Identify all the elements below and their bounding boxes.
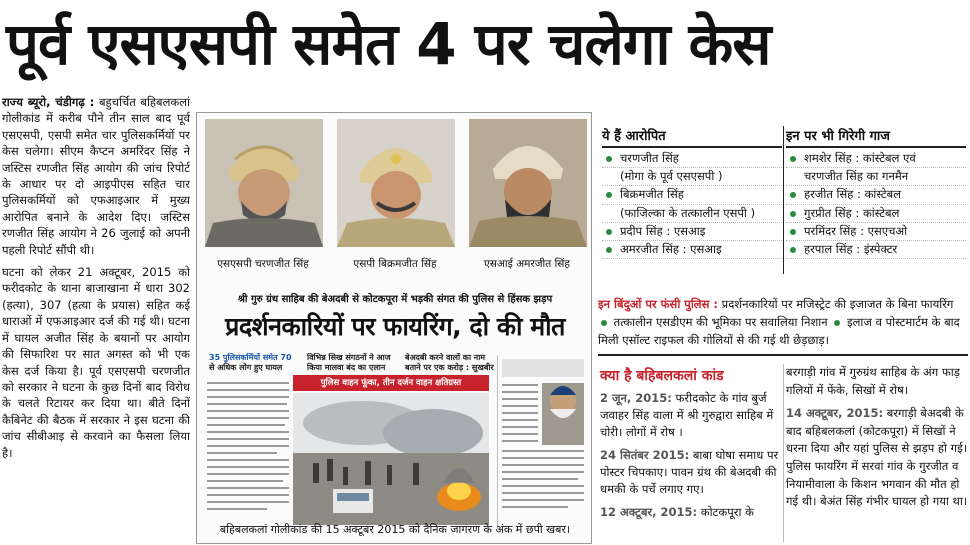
accused-list [602, 150, 782, 259]
officer-photos [197, 113, 592, 279]
accused-box [602, 126, 782, 259]
timeline-entry [600, 390, 782, 441]
clipping-title: प्रदर्शनकारियों पर फायरिंग, दो की मौत [225, 312, 565, 341]
officer-photo-1 [205, 119, 323, 247]
main-headline: पूर्व एसएसपी समेत 4 पर चलेगा केस [6, 10, 771, 78]
timeline-divider [783, 364, 784, 542]
story-paragraph-1 [2, 94, 190, 258]
clipping-small-print [207, 379, 289, 519]
timeline-entry [600, 447, 782, 498]
timeline-text: फरीदकोट के गांव बुर्ज जवाहर सिंह वाला में श्री गुरुद्वारा साहिब में चोरी। लोगों में रोष । [600, 391, 774, 439]
bullet-icon [834, 320, 840, 326]
timeline-date: 24 सितंबर 2015: [600, 448, 690, 462]
timeline-entry: बरगाड़ी गांव में गुरुग्रंथ साहिब के अंग फाड़ गलियों में फेंके, सिखों में रोष। [786, 365, 960, 397]
subhead-1-highlight: 35 पुलिसकर्मियों समेत 70 [209, 353, 292, 362]
timeline-text: बाबा घोषा समाध पर पोस्टर चिपकाए। पावन ग्रंथ की बेअदबी की धमकी के पर्चे लगाए गए। [600, 448, 779, 496]
clipping-side-box [497, 355, 587, 529]
timeline-date: 12 अक्टूबर, 2015: [600, 505, 698, 519]
also-charged-item: हरपाल सिंह : इंस्पेक्टर [786, 241, 966, 259]
subhead-3 [405, 353, 499, 375]
brief-label: इन बिंदुओं पर फंसी पुलिस : [598, 297, 718, 311]
also-charged-box [786, 126, 966, 259]
clipping-kicker: श्री गुरु ग्रंथ साहिब की बेअदबी से कोटकपूरा में भड़की संगत की पुलिस से हिंसक झड़प [237, 294, 553, 305]
subhead-3-line2: बताने पर एक करोड़ : सुखबीर [405, 363, 494, 372]
brief-point-2: तत्कालीन एसडीएम की भूमिका पर सवालिया निशान [613, 315, 828, 329]
story-paragraph-2: घटना को लेकर 21 अक्टूबर, 2015 को फरीदकोट के थाना बाजाखाना में धारा 302 (हत्या), 307 (हत्या के प्रयास) सहित कई धाराओं में एफआइआर दर्ज की गई थी। घटना में घायल अजीत सिंह के बयानों पर आयोग की सिफारिश पर सात अगस्त को भी एक केस दर्ज किया है। पूर्व एसएसपी चरणजीत को सरकार ने घटना के कुछ दिनों बाद विरोध के चलते रिटायर कर दिया था। बीते दिनों कैबिनेट की बैठक में सरकार ने इस घटना की जांच सीबीआइ से करवाने का फैसला लिया है। [2, 265, 190, 460]
story-body [2, 94, 190, 544]
brief-point-1: प्रदर्शनकारियों पर मजिस्ट्रेट की इजाजत के बिना फायरिंग [721, 297, 954, 311]
timeline-text: बरगाड़ी बेअदबी के बाद बहिबलकलां (कोटकपूरा) में सिखों ने धरना दिया और यहां पुलिस से झड़प हो गई। पुलिस फायरिंग में सरवां गांव के गुरजीत व नियामीवाला के किशन भगवान की मौत हो गई थी। बेअंत सिंह गंभीर घायल हो गया था। [786, 406, 968, 509]
accused-item: अमरजीत सिंह : एसआइ [602, 241, 782, 259]
accused-title: ये हैं आरोपित [602, 126, 782, 148]
subhead-2 [307, 353, 399, 375]
subhead-2-line1: विभिन्न सिख संगठनों ने आज [307, 353, 391, 362]
section-divider [598, 354, 968, 356]
newspaper-clipping [196, 112, 592, 544]
timeline-date: 2 जून, 2015: [600, 391, 672, 405]
caption-3: एसआई अमरजीत सिंह [484, 258, 570, 270]
timeline-left [600, 390, 782, 527]
caption-2: एसपी बिक्रमजीत सिंह [353, 258, 437, 270]
officer-photo-3 [469, 119, 587, 247]
accused-item: चरणजीत सिंह [602, 150, 782, 168]
also-charged-item: शमशेर सिंह : कांस्टेबल एवं [786, 150, 966, 168]
also-charged-item: परमिंदर सिंह : एसएचओ [786, 223, 966, 241]
timeline-title: क्या है बहिबलकलां कांड [600, 368, 724, 384]
story-text-1: बहुचर्चित बहिबलकलां गोलीकांड में करीब पौने तीन साल बाद पूर्व एसएसपी, एसपी समेत चार पुलिसकर्मियों पर केस चलेगा। सीएम कैप्टन अमरिंदर सिंह ने जस्टिस रणजीत सिंह आयोग की जांच रिपोर्ट के आधार पर दो आइपीएस सहित चार पुलिसकर्मियों को एफआइआर में मुख्य आरोपित बनाने के आदेश दिए। जस्टिस रणजीत सिंह आयोग ने 26 जुलाई को अपनी पहली रिपोर्ट सौंपी थी। [2, 95, 190, 257]
timeline-right [786, 364, 968, 517]
dateline: राज्य ब्यूरो, चंडीगढ़ : [2, 95, 95, 109]
police-issues-brief [598, 295, 968, 349]
clipping-subheads [209, 353, 499, 377]
accused-item: (फाजिल्का के तत्कालीन एसपी ) [602, 205, 782, 223]
also-charged-list [786, 150, 966, 259]
brief-point-3: इलाज व पोस्टमार्टम के बाद मिली एसॉल्ट राइफल की गोलियों से की गई थी छेड़छाड़। [598, 315, 960, 347]
subhead-3-line1: बेअदबी करने वालों का नाम [405, 353, 486, 362]
timeline-date: 14 अक्टूबर, 2015: [786, 406, 884, 421]
subhead-1-rest: से अधिक लोग हुए घायल [209, 363, 283, 372]
timeline-entry [786, 405, 968, 511]
column-divider [783, 126, 784, 274]
timeline-entry [600, 504, 782, 521]
bullet-icon [601, 320, 607, 326]
also-charged-item: चरणजीत सिंह का गनमैन [786, 168, 966, 186]
also-charged-title: इन पर भी गिरेगी गाज [786, 126, 966, 148]
also-charged-item: हरजीत सिंह : कांस्टेबल [786, 186, 966, 204]
accused-item: प्रदीप सिंह : एसआइ [602, 223, 782, 241]
clipping-side-content [498, 355, 588, 529]
subhead-1 [209, 353, 301, 375]
officer-photo-2 [337, 119, 455, 247]
clipping-red-banner: पुलिस वाहन फूंका, तीन दर्जन वाहन क्षतिग्रस्त [293, 375, 489, 391]
caption-1: एसएसपी चरणजीत सिंह [217, 258, 309, 270]
also-charged-item: गुरप्रीत सिंह : कांस्टेबल [786, 205, 966, 223]
timeline-text: कोटकपूरा के [697, 505, 754, 519]
accused-item: बिक्रमजीत सिंह [602, 186, 782, 204]
subhead-2-line2: किया मालवा बंद का एलान [307, 363, 386, 372]
accused-item: (मोगा के पूर्व एसएसपी ) [602, 168, 782, 186]
riot-photo [293, 393, 489, 525]
clipping-footer: बहिबलकलां गोलीकांड की 15 अक्टूबर 2015 को दैनिक जागरण के अंक में छपी खबर। [219, 523, 571, 536]
